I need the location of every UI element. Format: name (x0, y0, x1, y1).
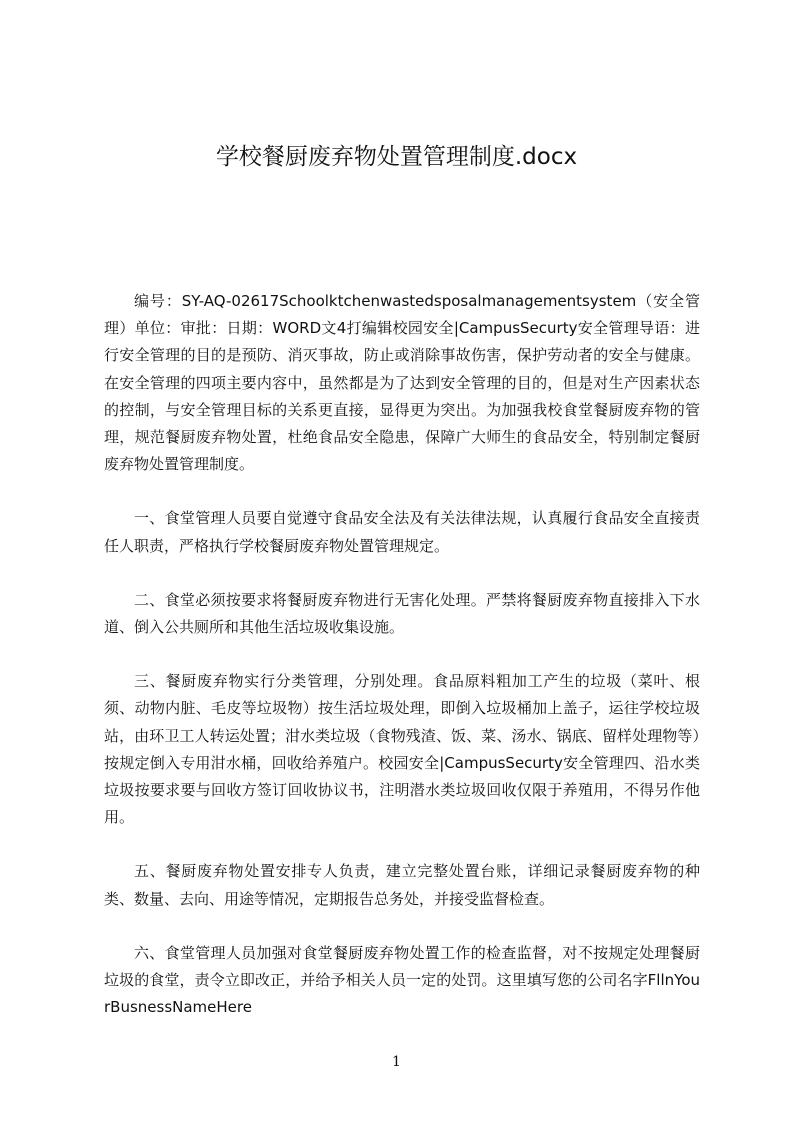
rule-paragraph-6: 六、食堂管理人员加强对食堂餐厨废弃物处置工作的检查监督，对不按规定处理餐厨垃圾的食堂，责令立即改正，并给予相关人员一定的处罚。这里填写您的公司名字FllnYourBusnessNameHere (104, 943, 700, 1017)
rule-paragraph-2: 二、食堂必须按要求将餐厨废弃物进行无害化处理。严禁将餐厨废弃物直接排入下水道、倒入公共厕所和其他生活垃圾收集设施。 (104, 590, 700, 637)
rule-paragraph-1: 一、食堂管理人员要自觉遵守食品安全法及有关法律法规，认真履行食品安全直接责任人职责，严格执行学校餐厨废弃物处置管理规定。 (104, 509, 700, 555)
page-number: 1 (392, 1054, 401, 1070)
rule-paragraph-5: 五、餐厨废弃物处置安排专人负责，建立完整处置台账，详细记录餐厨废弃物的种类、数量、去向、用途等情况，定期报告总务处，并接受监督检查。 (104, 862, 700, 908)
rule-paragraph-3: 三、餐厨废弃物实行分类管理，分别处理。食品原料粗加工产生的垃圾（菜叶、根须、动物内脏、毛皮等垃圾物）按生活垃圾处理，即倒入垃圾桶加上盖子，运往学校垃圾站，由环卫工人转运处置；泔水类垃圾（食物残渣、饭、菜、汤水、锅底、留样处理物等）按规定倒入专用泔水桶，回收给养殖户。校园安全|CampusSecurty安全管理四、沿水类垃圾按要求要与回收方签订回收协议书，注明潜水类垃圾回收仅限于养殖用，不得另作他用。 (104, 672, 700, 827)
document-body (104, 288, 700, 1021)
intro-paragraph: 编号：SY-AQ-02617Schoolktchenwastedsposalmanagementsystem（安全管理）单位：审批：日期：WORD文4打编辑校园安全|CampusSecurty安全管理导语：进行安全管理的目的是预防、消灭事故，防止或消除事故伤害，保护劳动者的安全与健康。在安全管理的四项主要内容中，虽然都是为了达到安全管理的目的，但是对生产因素状态的控制，与安全管理目标的关系更直接，显得更为突出。为加强我校食堂餐厨废弃物的管理，规范餐厨废弃物处置，杜绝食品安全隐患，保障广大师生的食品安全，特别制定餐厨废弃物处置管理制度。 (104, 292, 700, 474)
document-title: 学校餐厨废弃物处置管理制度.docx (215, 144, 578, 170)
